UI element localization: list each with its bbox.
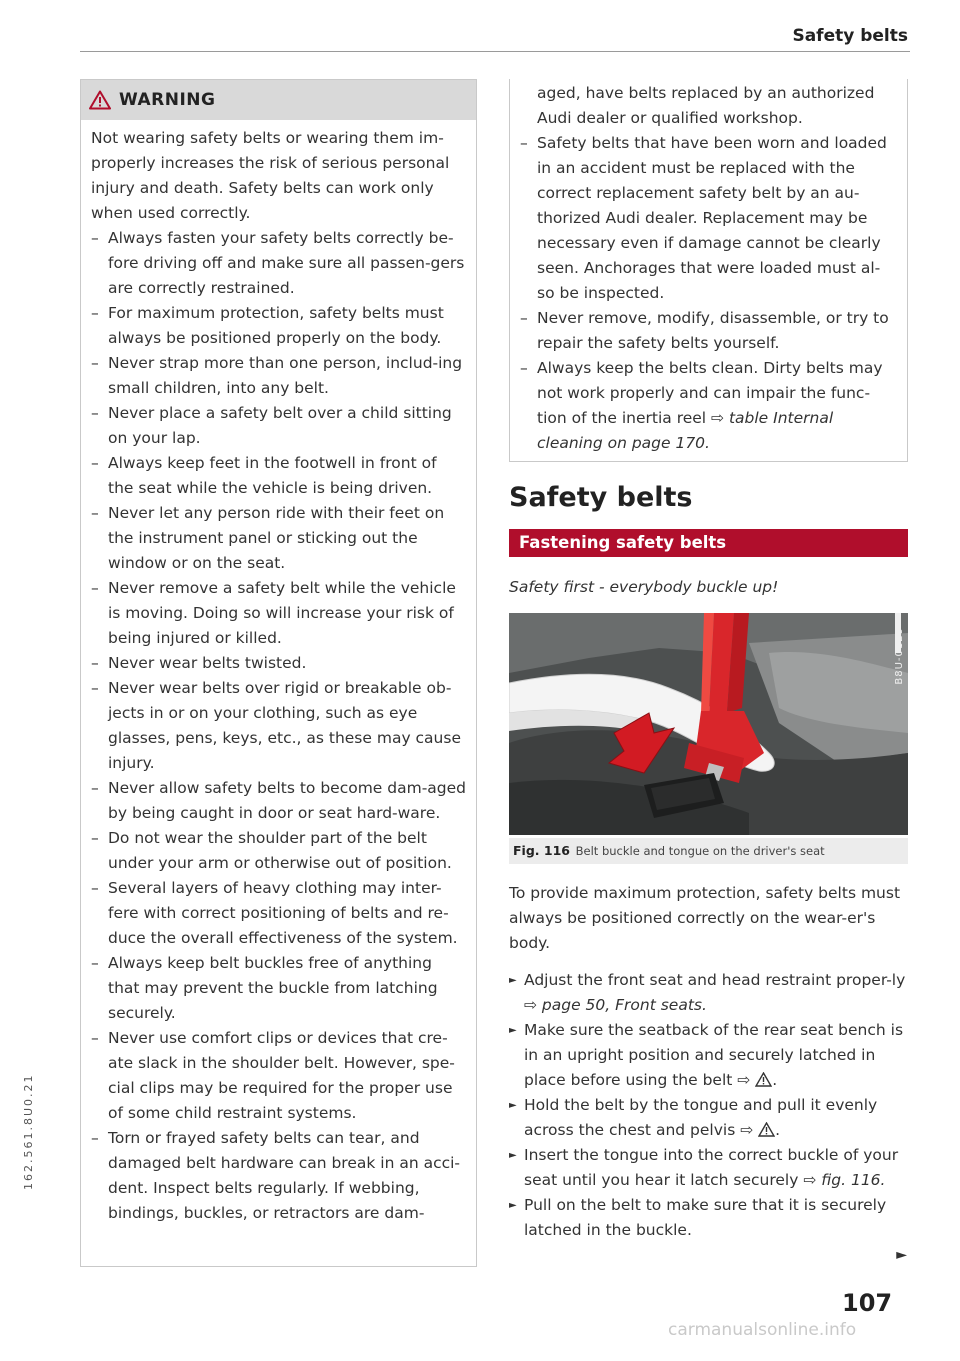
figure-caption-text: Belt buckle and tongue on the driver's seat (575, 844, 825, 858)
instruction-step (509, 968, 909, 1018)
header-rule (80, 51, 910, 52)
warning-item: – Always fasten your safety belts correctly be-fore driving off and make sure all passen-gers are correctly restrained. (91, 226, 466, 301)
warning-list (91, 226, 466, 1226)
continue-arrow-icon: ► (896, 1247, 907, 1263)
warning-item (520, 356, 897, 456)
step-text: Hold the belt by the tongue and pull it evenly across the chest and pelvis ⇨ (524, 1096, 878, 1139)
warning-item: – Torn or frayed safety belts can tear, and damaged belt hardware can break in an acci-dent. Inspect belts regularly. If webbing, bindings, buckles, or retractors are dam- (91, 1126, 466, 1226)
warning-triangle-icon[interactable] (758, 1122, 775, 1137)
warning-item: – Never allow safety belts to become dam-aged by being caught in door or seat hard-ware. (91, 776, 466, 826)
instruction-step: ► Make sure the seatback of the rear seat bench is in an upright position and securely latched in place before using the belt ⇨ . (509, 1018, 909, 1093)
page-number: 107 (842, 1289, 893, 1317)
step-text: Adjust the front seat and head restraint proper-ly (524, 971, 906, 989)
section-title: Safety belts (509, 482, 693, 513)
warning-continued-list (520, 131, 897, 456)
warning-triangle-icon[interactable] (755, 1072, 772, 1087)
instruction-steps (509, 968, 909, 1243)
body-paragraph: To provide maximum protection, safety belts must always be positioned correctly on the wear-er's body. (509, 884, 901, 952)
warning-item: – Safety belts that have been worn and loaded in an accident must be replaced with the correct replacement safety belt by an au-thorized Audi dealer. Replacement may be necessary even if damage cannot be clearly seen. Anchorages that were loaded must al-so be inspected. (520, 131, 897, 306)
belt-buckle-figure (509, 613, 908, 835)
warning-continued-text: aged, have belts replaced by an authorized Audi dealer or qualified workshop. (537, 84, 875, 127)
warning-item: – Never place a safety belt over a child sitting on your lap. (91, 401, 466, 451)
instruction-step: ► Hold the belt by the tongue and pull it evenly across the chest and pelvis ⇨ . (509, 1093, 909, 1143)
instruction-step (509, 1143, 909, 1193)
warning-item: – Never wear belts twisted. (91, 651, 466, 676)
subsection-title: Fastening safety belts (509, 529, 908, 557)
warning-box-continued (509, 79, 908, 462)
figure-caption (509, 838, 908, 864)
warning-item-text: Always keep the belts clean. Dirty belts may not work properly and can impair the func-tion of the inertia reel (537, 359, 883, 427)
warning-item: – Never remove, modify, disassemble, or try to repair the safety belts yourself. (520, 306, 897, 356)
warning-header (81, 80, 476, 120)
front-seats-link[interactable]: ⇨ page 50, Front seats. (524, 996, 707, 1014)
watermark: carmanualsonline.info (668, 1320, 857, 1340)
warning-item: – Always keep belt buckles free of anything that may prevent the buckle from latching securely. (91, 951, 466, 1026)
warning-item: – Never strap more than one person, includ-ing small children, into any belt. (91, 351, 466, 401)
cleaning-table-link[interactable]: ⇨ table Internal cleaning on page 170. (537, 409, 834, 452)
step-text: Insert the tongue into the correct buckle of your seat until you hear it latch securely (524, 1146, 899, 1189)
warning-triangle-icon (89, 90, 111, 110)
warning-item: – Several layers of heavy clothing may inter-fere with correct positioning of belts and re-duce the overall effectiveness of the system. (91, 876, 466, 951)
instruction-step: ► Pull on the belt to make sure that it is securely latched in the buckle. (509, 1193, 909, 1243)
figure-caption-label: Fig. 116 (513, 843, 570, 858)
warning-box (80, 79, 477, 1267)
warning-item: – Never use comfort clips or devices that cre-ate slack in the shoulder belt. However, spe-cial clips may be required for the proper use of some child restraint systems. (91, 1026, 466, 1126)
section-intro: Safety first - everybody buckle up! (509, 578, 779, 596)
warning-title: WARNING (119, 90, 216, 110)
warning-intro: Not wearing safety belts or wearing them im-properly increases the risk of serious personal injury and death. Safety belts can work only when used correctly. (91, 129, 450, 222)
step-text: Make sure the seatback of the rear seat bench is in an upright position and securely latched in place before using the belt ⇨ (524, 1021, 904, 1089)
side-document-code: 162.561.8U0.21 (22, 1073, 35, 1190)
warning-item: – Never wear belts over rigid or breakable ob-jects in or on your clothing, such as eye glasses, pens, keys, etc., as these may cause injury. (91, 676, 466, 776)
warning-item: – For maximum protection, safety belts must always be positioned properly on the body. (91, 301, 466, 351)
figure-code: B8U-0129 (894, 627, 905, 685)
running-header: Safety belts (792, 26, 908, 46)
warning-item: – Always keep feet in the footwell in front of the seat while the vehicle is being driven. (91, 451, 466, 501)
warning-item: – Never let any person ride with their feet on the instrument panel or sticking out the window or on the seat. (91, 501, 466, 576)
warning-item: – Never remove a safety belt while the vehicle is moving. Doing so will increase your risk of being injured or killed. (91, 576, 466, 651)
figure-link[interactable]: ⇨ fig. 116. (803, 1171, 886, 1189)
belt-buckle-illustration (509, 613, 908, 835)
body-text (509, 881, 909, 1243)
warning-item: – Do not wear the shoulder part of the belt under your arm or otherwise out of position. (91, 826, 466, 876)
